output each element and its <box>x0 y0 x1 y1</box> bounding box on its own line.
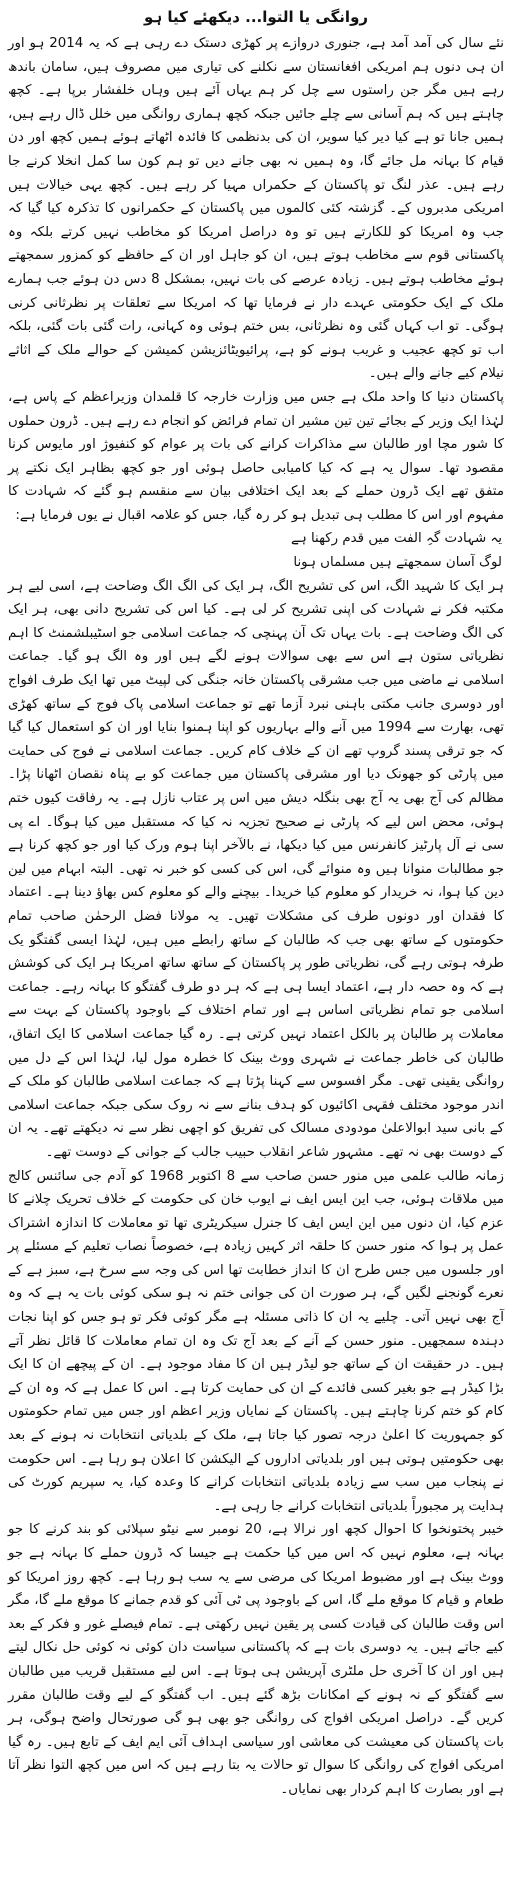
poetry-verse-line-2: لوگ آسان سمجھتے ہیں مسلماں ہونا <box>293 555 502 571</box>
poetry-verse-line-1: یہ شہادت گہِ الفت میں قدم رکھنا ہے <box>291 531 502 547</box>
article-paragraph-4: زمانہ طالب علمی میں منور حسن صاحب سے 8 اکتوبر 1968 کو آدم جی سائنس کالج میں ملاقات ہوئی، جب این ایس ایف نے ایوب خان کی حکومت کے خلاف تحریک چلانے کا عزم کیا، ان دنوں میں این ایس ایف کا جنرل سیکریٹری تھا تو معاملات کا اندازہ اشتراک عمل پر ہوا کہ منور حسن کا حلقہ اثر کہیں زیادہ ہے، خصوصاً نصاب تعلیم کے مسئلے پر اور جلسوں میں جس طرح ان کا انداز خطابت تھا اس کی وجہ سے سرخ ہے، سبز ہے کے نعرے گونجنے لگیں گے، ہر صورت ان کی جوانی ختم نہ ہو سکی کوئی بات یہ ہے کہ وہ آج بھی نہیں آتی۔ چلیے یہ ان کا ذاتی مسئلہ ہے مگر کوئی فکر تو ہو جس کو اپنا نجات دہندہ سمجھیں۔ منور حسن کے آنے کے بعد آج تک وہ ان تمام معاملات کا قائل نظر آتے ہیں۔ در حقیقت ان کے ساتھ جو لیڈر ہیں ان کا مفاد موجود ہے۔ ان کے پیچھے ان کا ایک بڑا کیڈر ہے جو بغیر کسی فائدے کے ان کی حمایت کرتا ہے۔ اس کا عمل ہے کہ وہ ان کے کام کو ختم کرنا چاہتے ہیں۔ پاکستان کے نمایاں وزیر اعظم اور جس میں تمام حکومتوں کو جمہوریت کا اعلیٰ درجہ تصور کیا جاتا ہے، ملک کے بلدیاتی انتخابات نہ ہونے کے بعد بھی حکومتیں ہوتی ہیں اور بلدیاتی اداروں کے الیکشن کا اعلان ہو رہا ہے۔ اس حکومت نے پنجاب میں سب سے زیادہ بلدیاتی انتخابات کرانے کا وعدہ کیا، یہ سپریم کورٹ کی ہدایت پر مجبوراً بلدیاتی انتخابات کرانے جا رہی ہے۔ <box>8 1168 504 1514</box>
article-paragraph-5: خیبر پختونخوا کا احوال کچھ اور نرالا ہے، 20 نومبر سے نیٹو سپلائی کو بند کرنے کا جو بہانہ ہے، معلوم نہیں کہ اس میں کیا حکمت ہے جیسا کہ ڈرون حملے کا بہانہ ہے جو ووٹ بینک ہے اور مضبوط امریکا کی مرضی سے یہ سب ہو رہا ہے۔ کچھ روز امریکا کو طعام و قیام کا موقع ملے گا، اس کے باوجود پی ٹی آئی کو قدم جمانے کا موقع ملے گا، مگر اس وقت طالبان کی قیادت کسی پر یقین نہیں رکھتی ہے۔ تمام فیصلے غور و فکر کے بعد کیے جاتے ہیں۔ یہ دوسری بات ہے کہ پاکستانی سیاست دان کوئی نہ کوئی حل نکال لیتے ہیں اور ان کا آخری حل ملٹری آپریشن ہی ہوتا ہے۔ اس لیے مستقبل قریب میں طالبان سے گفتگو کے نہ ہونے کے امکانات بڑھ گئے ہیں۔ اب گفتگو کے لیے وقت طالبان مقرر کریں گے۔ دراصل امریکی افواج کی روانگی جو بھی ہو گی صورتحال واضح ہوگی، ہر بات پاکستان کی معیشت کی معاشی اور سیاسی اہداف آئی ایم ایف کے تابع ہیں۔ رہ گیا امریکی افواج کی روانگی کا سوال تو حالات یہ بتا رہے ہیں کہ اس میں کچھ التوا نظر آتا ہے اور بصارت کا اہم کردار بھی نمایاں۔ <box>8 1522 505 1797</box>
article-paragraph-3: ہر ایک کا شہید الگ، اس کی تشریح الگ، ہر ایک کی الگ الگ وضاحت ہے، اسی لیے ہر مکتبہ فکر نے شہادت کی اپنی تشریح کر لی ہے۔ کیا اس کی تشریح دانی بھی، ہر ایک کی الگ وضاحت ہے۔ بات یہاں تک آن پہنچی کہ جماعت اسلامی جو اسٹیبلشمنٹ کا اہم نظریاتی ستون ہے اس سے بھی سوالات ہونے لگے ہیں اور وہ الگ ہو گیا۔ جماعت اسلامی نے ماضی میں جب مشرقی پاکستان خانہ جنگی کی لپیٹ میں تھا ایک طرف افواج اور دوسری جانب مکتی باہنی نبرد آزما تھے تو جماعت اسلامی پاک فوج کے ساتھ کھڑی تھی، بھارت سے 1994 میں آنے والے بہاریوں کو اپنا ہمنوا بنایا اور ان کو استعمال کیا گیا کہ جو ترقی پسند گروپ تھے ان کے خلاف کام کریں۔ جماعت اسلامی نے فوج کی حمایت میں پارٹی کو جھونک دیا اور مشرقی پاکستان میں جماعت کو بے پناہ نقصان اٹھانا پڑا۔ مظالم کی آج بھی یہ آج بھی بنگلہ دیش میں اس پر عتاب نازل ہے۔ یہ رفاقت کیوں ختم ہوئی، محض اس لیے کہ پارٹی نے صحیح تجزیہ نہ کیا کہ مستقبل میں کیا ہوگا۔ اے پی سی نے آل پارٹیز کانفرنس میں کیا دیکھا، نے بالآخر اپنا ہوم ورک کیا اور جو کچھ کرنا ہے جو مطالبات منوانا ہیں وہ منوائے گی، اس کی کسی کو خبر نہ تھی۔ البتہ ابہام میں لین دین کیا ہوا، نہ خریدار کو معلوم کیا خریدا۔ بیچنے والے کو معلوم کس بھاؤ دینا ہے۔ اعتماد کا فقدان اور دونوں طرف کی مشکلات تھیں۔ یہ مولانا فضل الرحمٰن صاحب تمام حکومتوں کے ساتھ بھی جب کہ طالبان کے ساتھ رابطے میں ہیں، لہٰذا ایسی گفتگو یک طرفہ ہوتی رہے گی، نظریاتی طور پر پاکستان کے ساتھ ساتھ امریکا ہر ایک کی کوشش ہے کہ وہ حصہ دار ہے، اعتماد ایسا ہی ہے کہ ہر دو طرف گفتگو کا بہانہ رہے۔ جماعت اسلامی جو تمام نظریاتی اساس ہے اور تمام اختلاف کے باوجود پاکستان کے بہت سے معاملات پر طالبان پر بالکل اعتماد نہیں کرتی ہے۔ رہ گیا جماعت اسلامی کا ایک اتفاق، طالبان کی خاطر جماعت نے شہری ووٹ بینک کا خطرہ مول لیا، لہٰذا اس کے دل میں روانگی یقینی تھی۔ مگر افسوس سے کہنا پڑتا ہے کہ جماعت اسلامی طالبان کو ملک کے اندر موجود مختلف فقہی اکائیوں کو ہدف بنانے سے نہ روک سکی جبکہ جماعت اسلامی کے بانی سید ابوالاعلیٰ مودودی مسالک کی تفریق کو اچھی نظر سے نہ دیکھتے تھے۔ یہ ان کے دوست بھی نہ تھے۔ مشہور شاعر انقلاب حبیب جالب کے جوانی کے دوست تھے۔ <box>8 578 504 1160</box>
article-paragraph-2: پاکستان دنیا کا واحد ملک ہے جس میں وزارت خارجہ کا قلمدان وزیراعظم کے پاس ہے، لہٰذا ایک وزیر کے بجائے تین تین مشیر ان تمام فرائض کو انجام دے رہے ہیں۔ ڈرون حملوں کا شور مچا اور طالبان سے مذاکرات کرانے کی بات پر عوام کو کنفیوژ اور مایوس کرنا مقصود تھا۔ سوال یہ ہے کہ کیا کامیابی حاصل ہوئی اور جو کچھ بظاہر ایک نکتے پر متفق تھے ایک ڈرون حملے کے بعد ایک اختلافی بیان سے منقسم ہو گئے کہ شہادت کا مفہوم اور اس کا مطلب ہی تبدیل ہو کر رہ گیا، جس کو علامہ اقبال نے یوں فرمایا ہے: <box>8 389 504 523</box>
article-paragraph-1: نئے سال کی آمد آمد ہے، جنوری دروازے پر کھڑی دستک دے رہی ہے کہ یہ 2014 ہو اور ان ہی دنوں ہم امریکی افغانستان سے نکلنے کی تیاری میں مصروف ہیں، سامان باندھ رہے ہیں مگر جن راستوں سے چل کر ہم یہاں آئے ہیں وہاں خلفشار برپا ہے۔ کچھ چاہتے ہیں کہ ہم آسانی سے چلے جائیں جبکہ کچھ ہماری روانگی میں خلل ڈال رہے ہیں، ہمیں جانا تو ہے کیا دیر کیا سویر، ان کی بدنظمی کا فائدہ اٹھاتے ہوئے ہمیں کچھ اور دن قیام کا بہانہ مل جائے گا، وہ ہمیں نہ بھی جانے دیں تو ہم کون سا کمل انخلا کرنے جا رہے ہیں۔ عذر لنگ تو پاکستان کے حکمراں مہیا کر رہے ہیں۔ کچھ یہی خیالات ہیں امریکی مدبروں کے۔ گزشتہ کئی کالموں میں پاکستان کے حکمرانوں کا تذکرہ کیا گیا کہ جب وہ امریکا کو للکارتے ہیں تو وہ دراصل امریکا کو مخاطب نہیں کرتے بلکہ وہ پاکستانی قوم سے مخاطب ہوتے ہیں، ان کو جاہل اور ان کے حافظے کو کمزور سمجھتے ہوئے مخاطب ہوتے ہیں۔ زیادہ عرصے کی بات نہیں، بمشکل 8 دس دن ہوئے جب ہمارے ملک کے ایک حکومتی عہدے دار نے فرمایا تھا کہ امریکا سے تعلقات پر نظرثانی کرنی ہوگی۔ تو اب کہاں گئی وہ نظرثانی، بس ختم ہوئی وہ کہانی، رات گئی بات گئی، بلکہ اب تو کچھ عجیب و غریب ہونے کو ہے، پرائیویٹائزیشن کمیشن کے حوالے ملک کے اثاثے نیلام کیے جانے والے ہیں۔ <box>8 36 504 382</box>
article-title: روانگی یا التوا... دیکھئے کیا ہو <box>143 8 369 26</box>
